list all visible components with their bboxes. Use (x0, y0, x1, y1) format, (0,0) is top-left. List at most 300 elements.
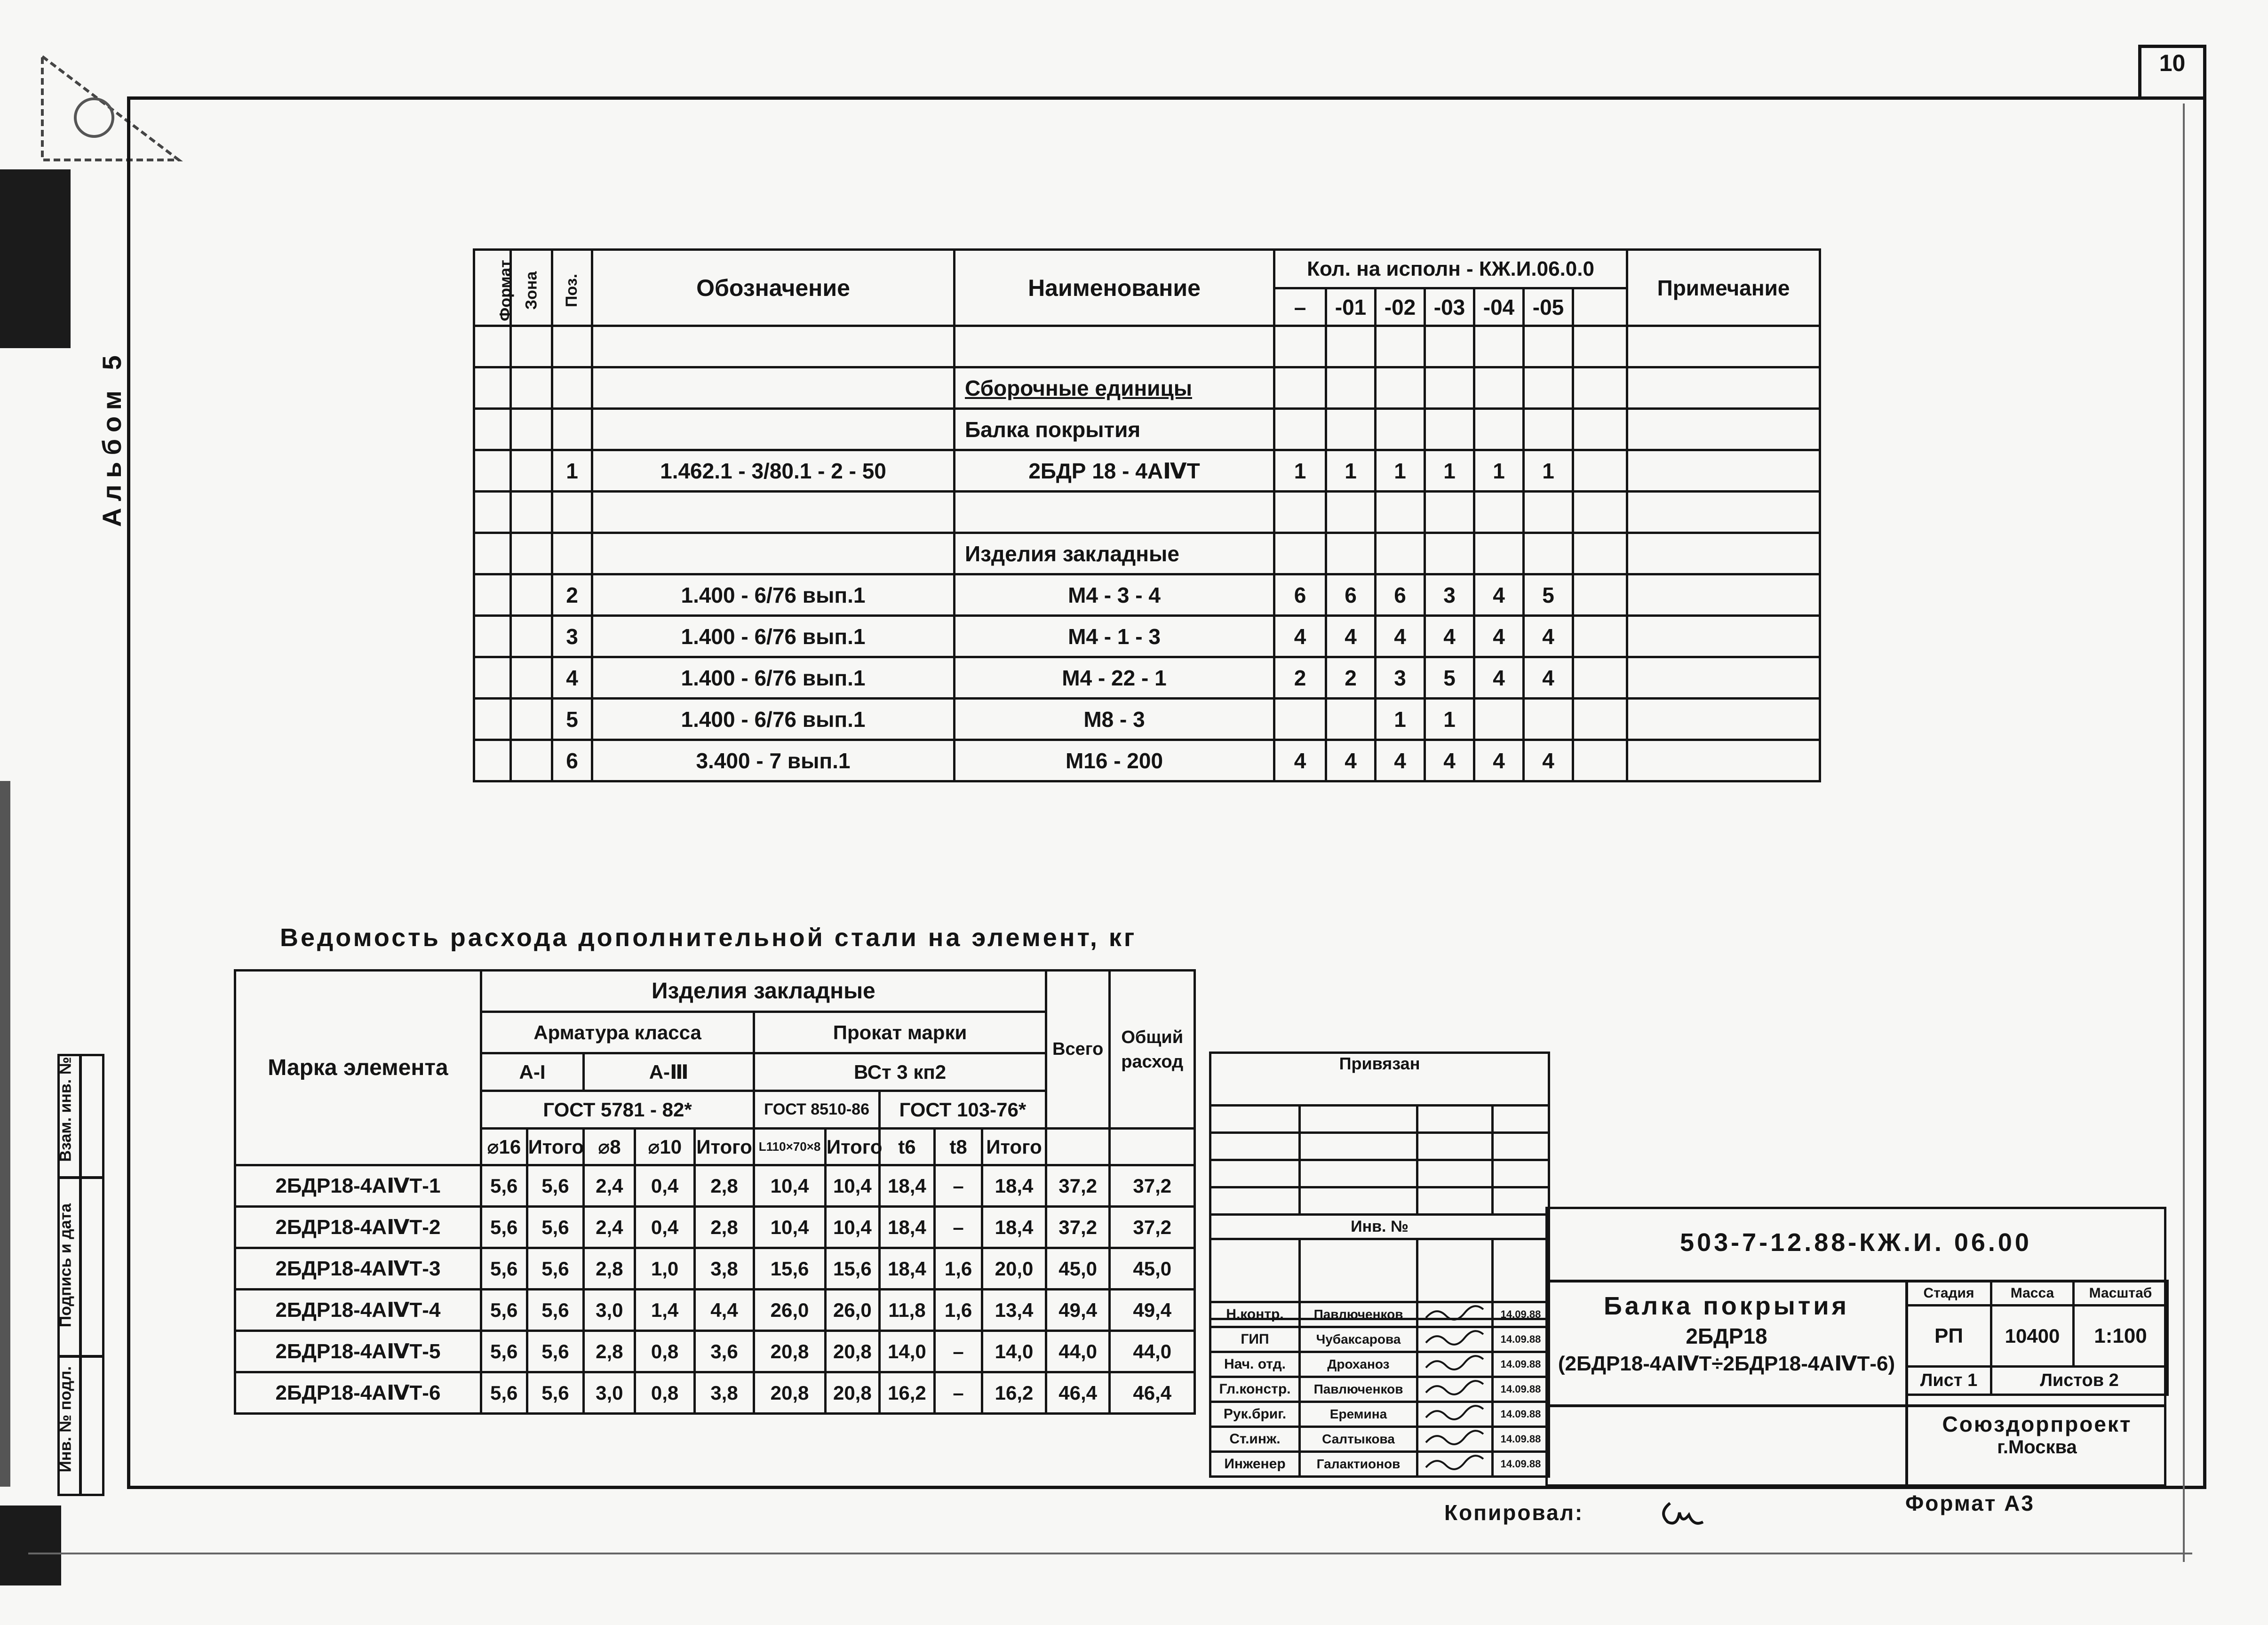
spec-qty-cell: 5 (1425, 657, 1474, 699)
variant-header-blank (1573, 288, 1627, 326)
spec-pos-cell: 5 (552, 699, 592, 740)
col-rolled-header: Прокат марки (754, 1012, 1046, 1053)
signature-icon (1417, 1452, 1493, 1477)
signer-name: Галактионов (1300, 1452, 1417, 1477)
col-a3-header: А-Ⅲ (584, 1053, 754, 1091)
mass-header: Масса (1991, 1281, 2074, 1306)
object-title-line-3: (2БДР18-4АⅣТ÷2БДР18-4АⅣТ-6) (1558, 1352, 1895, 1375)
spec-qty-cell (1274, 367, 1326, 409)
spec-qty-cell: 1 (1524, 450, 1573, 492)
steel-value-cell: 1,0 (635, 1248, 694, 1290)
steel-value-cell: 46,4 (1110, 1372, 1195, 1414)
steel-value-cell: 45,0 (1110, 1248, 1195, 1290)
spec-qty-cell: 4 (1524, 616, 1573, 657)
organization-city: г.Москва (1997, 1437, 2077, 1458)
spec-zone-cell (511, 699, 552, 740)
steel-value-cell: 5,6 (481, 1290, 527, 1331)
signer-name: Дроханоз (1300, 1352, 1417, 1377)
col-gost-8510-header: ГОСТ 8510-86 (754, 1091, 880, 1129)
steel-value-cell: 0,4 (635, 1165, 694, 1207)
steel-value-cell: 5,6 (527, 1207, 584, 1248)
stage-table (1905, 1280, 2169, 1396)
spec-qty-cell (1376, 367, 1425, 409)
scan-shadow (0, 169, 71, 348)
spec-pos-cell (552, 326, 592, 367)
steel-col-header: Итого (825, 1129, 879, 1165)
steel-value-cell: 14,0 (879, 1331, 934, 1372)
spec-row (474, 574, 1820, 616)
spec-qty-cell: 4 (1474, 574, 1524, 616)
spec-row (474, 616, 1820, 657)
steel-value-cell: 14,0 (982, 1331, 1046, 1372)
spec-pos-cell: 6 (552, 740, 592, 781)
signer-date: 14.09.88 (1493, 1452, 1549, 1477)
steel-value-cell: 5,6 (527, 1165, 584, 1207)
spec-note-cell (1627, 492, 1820, 533)
steel-value-cell: 49,4 (1110, 1290, 1195, 1331)
spec-qty-cell (1524, 326, 1573, 367)
steel-value-cell: 5,6 (527, 1372, 584, 1414)
spec-zone-cell (511, 450, 552, 492)
steel-mark-cell: 2БДР18-4АⅣТ-1 (235, 1165, 481, 1207)
spec-pos-cell (552, 367, 592, 409)
spec-qty-cell: 4 (1326, 616, 1376, 657)
steel-value-cell: 5,6 (481, 1372, 527, 1414)
spec-qty-cell (1425, 409, 1474, 450)
steel-value-cell: 37,2 (1110, 1207, 1195, 1248)
spec-qty-blank-cell (1573, 533, 1627, 574)
steel-col-header-blank (1110, 1129, 1195, 1165)
col-items-header: Изделия закладные (481, 971, 1046, 1012)
spec-qty-blank-cell (1573, 450, 1627, 492)
steel-value-cell: 20,8 (825, 1331, 879, 1372)
steel-value-cell: 18,4 (879, 1165, 934, 1207)
col-qty-header: Кол. на исполн - КЖ.И.06.0.0 (1274, 250, 1627, 288)
spec-qty-cell: 4 (1474, 657, 1524, 699)
steel-mark-cell: 2БДР18-4АⅣТ-3 (235, 1248, 481, 1290)
sheets-value: Листов 2 (1991, 1367, 2168, 1395)
spec-qty-blank-cell (1573, 699, 1627, 740)
variant-header: – (1274, 288, 1326, 326)
steel-value-cell: 46,4 (1046, 1372, 1110, 1414)
spec-qty-cell (1376, 533, 1425, 574)
steel-table (234, 969, 1196, 1415)
steel-value-cell: 20,8 (825, 1372, 879, 1414)
signer-name: Чубаксарова (1300, 1327, 1417, 1352)
steel-value-cell: 0,8 (635, 1331, 694, 1372)
side-stamp-divider (57, 1176, 104, 1179)
steel-value-cell: – (935, 1331, 982, 1372)
steel-value-cell: 5,6 (481, 1331, 527, 1372)
steel-value-cell: 2,8 (584, 1331, 635, 1372)
spec-qty-cell (1474, 533, 1524, 574)
side-stamp-inv: Инв. № подл. (56, 1366, 75, 1473)
spec-format-cell (474, 409, 511, 450)
side-stamp-divider (79, 1054, 82, 1496)
spec-pos-cell: 2 (552, 574, 592, 616)
spec-note-cell (1627, 699, 1820, 740)
spec-qty-cell: 1 (1274, 450, 1326, 492)
binding-label: Привязан (1210, 1053, 1549, 1106)
spec-qty-cell (1274, 409, 1326, 450)
spec-qty-cell (1524, 367, 1573, 409)
spec-qty-cell (1524, 699, 1573, 740)
spec-qty-cell (1274, 699, 1326, 740)
sheet-number: 10 (2159, 50, 2186, 76)
spec-qty-cell (1326, 492, 1376, 533)
spec-designation-cell: 1.400 - 6/76 вып.1 (592, 574, 955, 616)
spec-name-cell: М4 - 3 - 4 (955, 574, 1274, 616)
steel-value-cell: 1,6 (935, 1290, 982, 1331)
spec-body (474, 326, 1820, 781)
signer-date: 14.09.88 (1493, 1302, 1549, 1327)
spec-name-cell: М8 - 3 (955, 699, 1274, 740)
copied-by-label: Копировал: (1444, 1500, 1584, 1525)
spec-qty-cell: 4 (1274, 740, 1326, 781)
spec-pos-cell (552, 492, 592, 533)
steel-col-header: Итого (527, 1129, 584, 1165)
signer-row (1210, 1402, 1549, 1427)
spec-name-cell: Балка покрытия (955, 409, 1274, 450)
format-label: Формат А3 (1905, 1491, 2035, 1515)
spec-zone-cell (511, 574, 552, 616)
spec-zone-cell (511, 740, 552, 781)
steel-value-cell: 3,8 (694, 1248, 754, 1290)
spec-name-cell: Изделия закладные (955, 533, 1274, 574)
spec-qty-cell: 1 (1326, 450, 1376, 492)
steel-header-row-1 (235, 971, 1195, 1012)
spec-qty-cell (1326, 533, 1376, 574)
spec-qty-cell (1425, 533, 1474, 574)
signer-row (1210, 1327, 1549, 1352)
organization (1908, 1411, 2166, 1458)
steel-value-cell: 20,8 (754, 1331, 826, 1372)
spec-qty-cell: 3 (1425, 574, 1474, 616)
stage-value: РП (1907, 1306, 1991, 1367)
spec-pos-cell: 3 (552, 616, 592, 657)
steel-value-cell: 1,6 (935, 1248, 982, 1290)
spec-qty-blank-cell (1573, 492, 1627, 533)
col-zone-header: Зона (511, 250, 552, 326)
spec-header-row (474, 250, 1820, 288)
steel-value-cell: 18,4 (982, 1165, 1046, 1207)
spec-qty-cell: 4 (1326, 740, 1376, 781)
col-gost-rebar-header: ГОСТ 5781 - 82* (481, 1091, 754, 1129)
signer-name: Павлюченков (1300, 1302, 1417, 1327)
steel-value-cell: 13,4 (982, 1290, 1046, 1331)
steel-value-cell: 3,8 (694, 1372, 754, 1414)
spec-qty-cell (1326, 699, 1376, 740)
spec-zone-cell (511, 367, 552, 409)
signature-icon (1417, 1402, 1493, 1427)
steel-value-cell: 26,0 (754, 1290, 826, 1331)
spec-note-cell (1627, 326, 1820, 367)
scan-edge (28, 1553, 2192, 1554)
steel-mark-cell: 2БДР18-4АⅣТ-4 (235, 1290, 481, 1331)
spec-qty-cell (1326, 409, 1376, 450)
spec-row (474, 450, 1820, 492)
scale-header: Масштаб (2074, 1281, 2168, 1306)
signers-table (1209, 1301, 1550, 1478)
steel-value-cell: 5,6 (481, 1165, 527, 1207)
steel-value-cell: 44,0 (1046, 1331, 1110, 1372)
spec-qty-cell (1474, 326, 1524, 367)
spec-designation-cell: 1.400 - 6/76 вып.1 (592, 657, 955, 699)
spec-note-cell (1627, 740, 1820, 781)
spec-format-cell (474, 367, 511, 409)
spec-pos-cell: 1 (552, 450, 592, 492)
spec-name-cell: М4 - 1 - 3 (955, 616, 1274, 657)
spec-name-cell: 2БДР 18 - 4АⅣТ (955, 450, 1274, 492)
col-format-header: Формат (474, 250, 511, 326)
steel-row (235, 1372, 1195, 1414)
steel-col-header: Итого (982, 1129, 1046, 1165)
steel-value-cell: – (935, 1165, 982, 1207)
steel-mark-cell: 2БДР18-4АⅣТ-6 (235, 1372, 481, 1414)
spec-zone-cell (511, 409, 552, 450)
steel-row (235, 1165, 1195, 1207)
scan-shadow (0, 781, 10, 1487)
scan-shadow (0, 1506, 61, 1585)
stage-header: Стадия (1907, 1281, 1991, 1306)
spec-zone-cell (511, 616, 552, 657)
steel-col-header-blank (1046, 1129, 1110, 1165)
steel-value-cell: 2,8 (694, 1165, 754, 1207)
spec-qty-cell (1274, 326, 1326, 367)
signer-role: Нач. отд. (1210, 1352, 1300, 1377)
col-name-header: Наименование (955, 250, 1274, 326)
spec-row (474, 740, 1820, 781)
spec-qty-cell: 1 (1474, 450, 1524, 492)
col-designation-header: Обозначение (592, 250, 955, 326)
spec-format-cell (474, 492, 511, 533)
spec-qty-cell (1474, 699, 1524, 740)
organization-name: Союздорпроект (1942, 1412, 2132, 1436)
spec-qty-cell: 4 (1524, 657, 1573, 699)
spec-qty-blank-cell (1573, 657, 1627, 699)
col-gost-103-header: ГОСТ 103-76* (879, 1091, 1046, 1129)
signer-row (1210, 1427, 1549, 1452)
spec-qty-cell (1524, 492, 1573, 533)
spec-note-cell (1627, 616, 1820, 657)
spec-designation-cell: 1.400 - 6/76 вып.1 (592, 616, 955, 657)
steel-col-header: Итого (694, 1129, 754, 1165)
side-stamp-replace: Взам. инв. № (56, 1057, 75, 1162)
steel-value-cell: 16,2 (879, 1372, 934, 1414)
object-title-line-2: 2БДР18 (1686, 1324, 1767, 1348)
steel-value-cell: 15,6 (825, 1248, 879, 1290)
signer-row (1210, 1452, 1549, 1477)
signature-icon (1417, 1302, 1493, 1327)
col-note-header: Примечание (1627, 250, 1820, 326)
steel-value-cell: 2,4 (584, 1165, 635, 1207)
signer-role: Гл.констр. (1210, 1377, 1300, 1402)
steel-value-cell: 45,0 (1046, 1248, 1110, 1290)
steel-value-cell: 5,6 (527, 1248, 584, 1290)
spec-note-cell (1627, 574, 1820, 616)
steel-value-cell: 20,8 (754, 1372, 826, 1414)
spec-qty-cell (1524, 533, 1573, 574)
signer-role: Ст.инж. (1210, 1427, 1300, 1452)
spec-qty-cell: 1 (1425, 699, 1474, 740)
steel-value-cell: 18,4 (982, 1207, 1046, 1248)
spec-name-cell (955, 326, 1274, 367)
specification-table (473, 248, 1821, 782)
steel-table-title: Ведомость расхода дополнительной стали на элемент, кг (280, 924, 1137, 952)
col-total-header: Всего (1046, 971, 1110, 1129)
steel-row (235, 1207, 1195, 1248)
steel-value-cell: 3,0 (584, 1290, 635, 1331)
spec-qty-cell: 1 (1376, 450, 1425, 492)
spec-format-cell (474, 740, 511, 781)
signer-date: 14.09.88 (1493, 1327, 1549, 1352)
tb-divider (1545, 1404, 2166, 1407)
signer-name: Салтыкова (1300, 1427, 1417, 1452)
spec-qty-cell: 6 (1326, 574, 1376, 616)
spec-format-cell (474, 657, 511, 699)
steel-row (235, 1290, 1195, 1331)
side-stamp-divider (57, 1355, 104, 1358)
steel-value-cell: 4,4 (694, 1290, 754, 1331)
spec-qty-blank-cell (1573, 574, 1627, 616)
spec-qty-cell: 3 (1376, 657, 1425, 699)
spec-qty-cell: 4 (1474, 616, 1524, 657)
steel-value-cell: 11,8 (879, 1290, 934, 1331)
spec-qty-cell (1425, 367, 1474, 409)
spec-format-cell (474, 533, 511, 574)
steel-value-cell: 5,6 (527, 1331, 584, 1372)
document-code: 503-7-12.88-КЖ.И. 06.00 (1680, 1228, 2032, 1257)
spec-row (474, 326, 1820, 367)
scale-value: 1:100 (2074, 1306, 2168, 1367)
steel-col-header: t8 (935, 1129, 982, 1165)
signer-row (1210, 1302, 1549, 1327)
signature-icon (1417, 1327, 1493, 1352)
signer-date: 14.09.88 (1493, 1352, 1549, 1377)
steel-value-cell: – (935, 1207, 982, 1248)
steel-value-cell: 5,6 (481, 1248, 527, 1290)
spec-name-cell: М16 - 200 (955, 740, 1274, 781)
steel-value-cell: 37,2 (1110, 1165, 1195, 1207)
spec-designation-cell (592, 326, 955, 367)
spec-name-cell: Сборочные единицы (955, 367, 1274, 409)
variant-header: -05 (1524, 288, 1573, 326)
spec-designation-cell (592, 409, 955, 450)
spec-format-cell (474, 450, 511, 492)
spec-qty-cell (1326, 326, 1376, 367)
spec-qty-cell: 1 (1376, 699, 1425, 740)
col-overall-header: Общий расход (1110, 971, 1195, 1129)
inv-no-label: Инв. № (1210, 1215, 1549, 1239)
steel-value-cell: 0,8 (635, 1372, 694, 1414)
spec-row (474, 367, 1820, 409)
col-a1-header: А-I (481, 1053, 583, 1091)
spec-row (474, 409, 1820, 450)
spec-qty-cell: 4 (1425, 740, 1474, 781)
steel-value-cell: 2,8 (694, 1207, 754, 1248)
steel-col-header: L110×70×8 (754, 1129, 826, 1165)
steel-value-cell: 44,0 (1110, 1331, 1195, 1372)
steel-col-header: ⌀16 (481, 1129, 527, 1165)
steel-value-cell: 37,2 (1046, 1165, 1110, 1207)
spec-format-cell (474, 616, 511, 657)
spec-name-cell: М4 - 22 - 1 (955, 657, 1274, 699)
variant-header: -02 (1376, 288, 1425, 326)
steel-value-cell: 5,6 (481, 1207, 527, 1248)
binding-table (1209, 1051, 1550, 1320)
copied-signature-icon (1656, 1494, 1712, 1531)
spec-qty-cell (1376, 492, 1425, 533)
signature-icon (1417, 1427, 1493, 1452)
steel-col-header: ⌀10 (635, 1129, 694, 1165)
steel-value-cell: 49,4 (1046, 1290, 1110, 1331)
spec-designation-cell: 3.400 - 7 вып.1 (592, 740, 955, 781)
variant-header: -01 (1326, 288, 1376, 326)
steel-value-cell: 15,6 (754, 1248, 826, 1290)
steel-value-cell: 10,4 (825, 1165, 879, 1207)
spec-note-cell (1627, 409, 1820, 450)
col-rebar-header: Арматура класса (481, 1012, 754, 1053)
side-stamp-signature: Подпись и дата (56, 1203, 75, 1328)
spec-qty-cell (1376, 409, 1425, 450)
spec-qty-cell (1274, 492, 1326, 533)
signer-name: Павлюченков (1300, 1377, 1417, 1402)
spec-zone-cell (511, 657, 552, 699)
spec-row (474, 657, 1820, 699)
signer-role: Н.контр. (1210, 1302, 1300, 1327)
spec-zone-cell (511, 533, 552, 574)
spec-qty-cell: 4 (1274, 616, 1326, 657)
spec-qty-cell: 2 (1274, 657, 1326, 699)
spec-designation-cell: 1.400 - 6/76 вып.1 (592, 699, 955, 740)
signer-row (1210, 1377, 1549, 1402)
spec-designation-cell: 1.462.1 - 3/80.1 - 2 - 50 (592, 450, 955, 492)
steel-value-cell: 10,4 (754, 1207, 826, 1248)
col-pos-header: Поз. (552, 250, 592, 326)
spec-note-cell (1627, 367, 1820, 409)
steel-body (235, 1165, 1195, 1414)
object-title-line-1: Балка покрытия (1603, 1292, 1850, 1320)
spec-designation-cell (592, 492, 955, 533)
steel-value-cell: 37,2 (1046, 1207, 1110, 1248)
spec-format-cell (474, 574, 511, 616)
scan-edge (2183, 104, 2185, 1562)
steel-mark-cell: 2БДР18-4АⅣТ-5 (235, 1331, 481, 1372)
spec-zone-cell (511, 492, 552, 533)
spec-row (474, 699, 1820, 740)
spec-qty-cell: 4 (1474, 740, 1524, 781)
spec-qty-blank-cell (1573, 409, 1627, 450)
mass-value: 10400 (1991, 1306, 2074, 1367)
variant-header: -04 (1474, 288, 1524, 326)
spec-qty-cell: 4 (1425, 616, 1474, 657)
spec-note-cell (1627, 450, 1820, 492)
steel-col-header: ⌀8 (584, 1129, 635, 1165)
spec-format-cell (474, 699, 511, 740)
spec-qty-cell (1376, 326, 1425, 367)
col-vst-header: ВСт 3 кп2 (754, 1053, 1046, 1091)
spec-row (474, 492, 1820, 533)
spec-qty-cell: 4 (1376, 616, 1425, 657)
steel-value-cell: 10,4 (754, 1165, 826, 1207)
spec-row (474, 533, 1820, 574)
spec-qty-cell: 1 (1425, 450, 1474, 492)
spec-qty-cell (1326, 367, 1376, 409)
steel-value-cell: 0,4 (635, 1207, 694, 1248)
steel-value-cell: 2,4 (584, 1207, 635, 1248)
signer-role: ГИП (1210, 1327, 1300, 1352)
spec-qty-cell: 4 (1376, 740, 1425, 781)
